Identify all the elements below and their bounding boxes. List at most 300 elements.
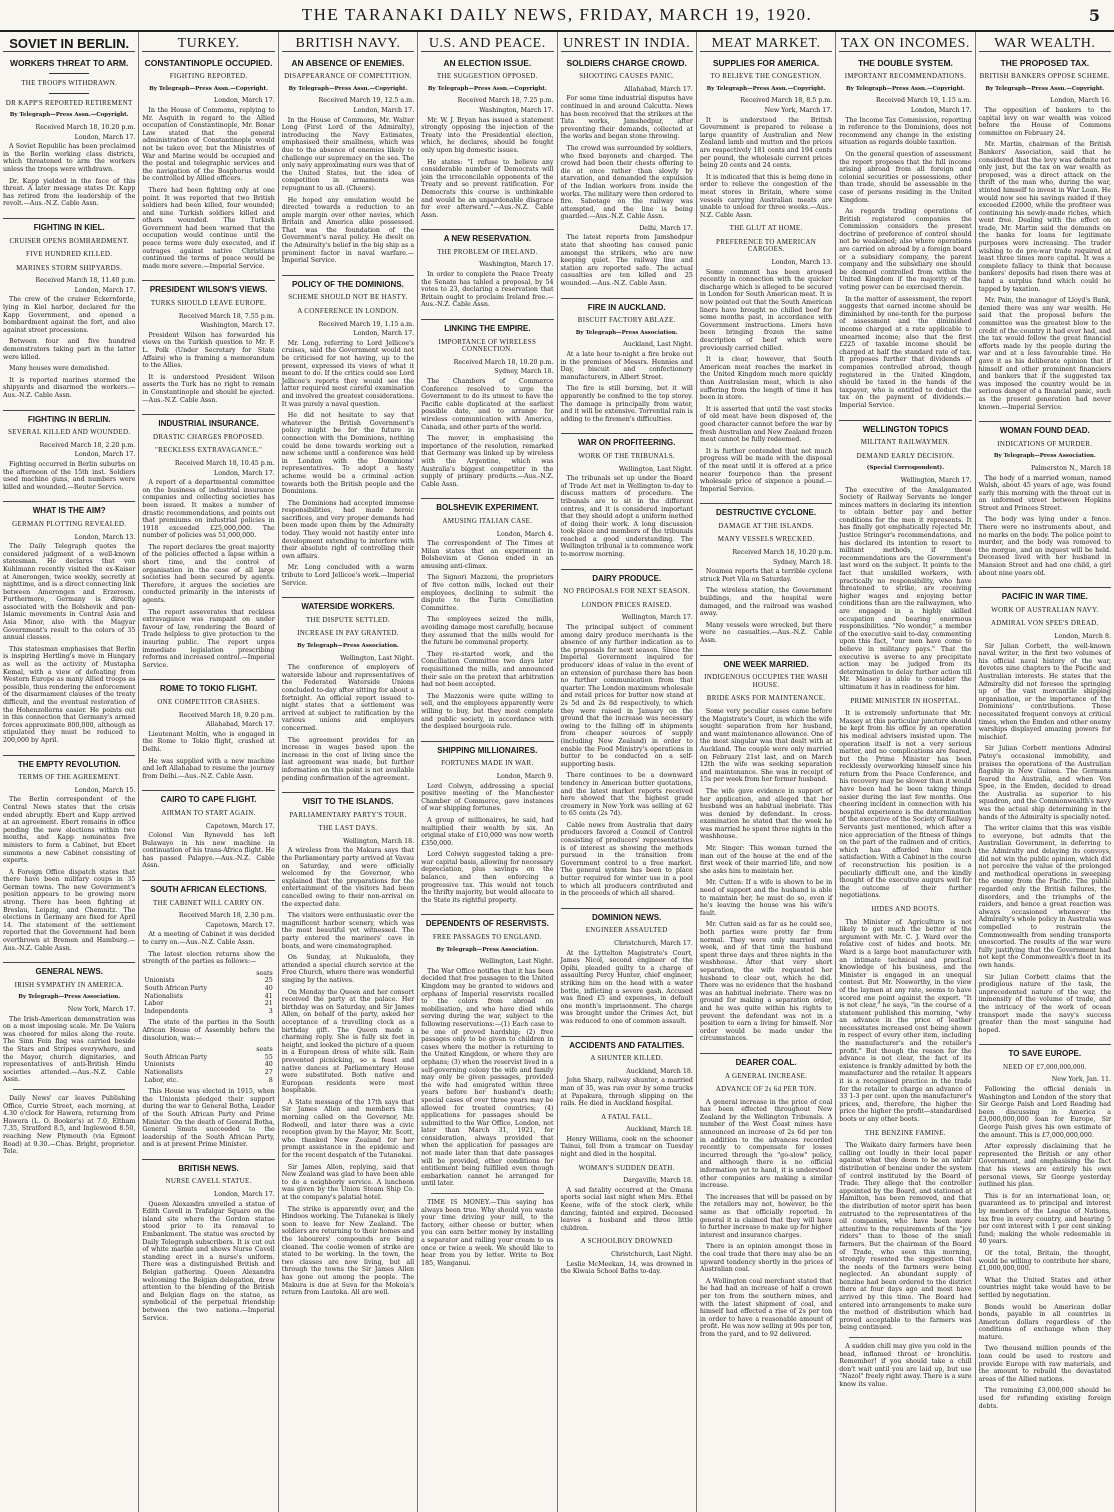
- subhead: WOMAN'S SUDDEN DEATH.: [578, 1163, 675, 1172]
- paragraph: The report declares the great majority of the policies effected a lapse within a short time, and the control of organisation in the case of all large societies had been secured by agents. Therefore, it argues the societies are conducted primarily in the interests of agents.: [142, 543, 275, 605]
- dateline: Allahabad, March 17.: [624, 85, 693, 93]
- subhead: A SCHOOLBOY DROWNED: [580, 1237, 673, 1246]
- dateline: Dargaville, March 18.: [623, 1177, 693, 1185]
- subhead: BRIDE ASKS FOR MAINTENANCE.: [706, 694, 826, 703]
- paragraph: The increases that will be passed on by the retailers may not, however, be the same as that officially reported. In general it is claimed that they will have to further increase to make up for higher interest and insurance charges.: [699, 1193, 833, 1239]
- subhead: ADMIRAL VON SPEE'S DREAD.: [991, 619, 1099, 628]
- table-row: Unionists 40: [144, 1061, 273, 1069]
- headline-us-and-peace: U.S. AND PEACE.: [421, 40, 553, 52]
- paragraph: The wireless station, the Government buildings, and the hospital were damaged, and the railroad was washed away.: [699, 587, 833, 618]
- subhead: MANY VESSELS WRECKED.: [717, 535, 815, 544]
- paragraph: Many houses were demolished.: [9, 365, 110, 373]
- headline-unrest-in-india: UNREST IN INDIA.: [561, 40, 693, 52]
- dateline: London, March 17.: [910, 106, 972, 114]
- dateline: Capetown, March 17.: [205, 921, 275, 929]
- paragraph: It is asserted that until the vast stocks of old meat have been disposed of, the good character cannot before the war by fresh Australian and New Zealand frozen meat cannot be fully redeemed.: [699, 405, 833, 444]
- dateline: London, March 16.: [1050, 97, 1111, 105]
- dateline: London, March 8.: [1054, 633, 1111, 640]
- subhead: INDICATIONS OF MURDER.: [997, 439, 1093, 448]
- table-row: Independents 3: [144, 1007, 273, 1015]
- paragraph: There is an opinion amongst those in the coal trade that there may also be an upward tendency shortly in the prices of Australian coal.: [699, 1243, 833, 1274]
- paragraph: The Chambers of Commerce Conference resolved to urge the Government to do its utmost to have the Pacific cable duplicated at the earliest possible date, and to arrange for wireless communication with America, Canada, and other parts of the world.: [421, 378, 554, 431]
- dateline: London, March 9.: [496, 772, 554, 780]
- subhead: FIGHTING REPORTED.: [169, 72, 248, 81]
- dateline: Washington, March 17.: [479, 106, 554, 114]
- subhead: CONSTANTINOPLE OCCUPIED.: [144, 57, 273, 68]
- paragraph: The opposition of bankers to the capital levy on war wealth was voiced before the House of Commons committee on February 24.: [978, 106, 1111, 137]
- paragraph: There had been fighting only at one point. It was reported that two British soldiers had been killed, four wounded; and nine Turkish soldiers killed and others wounded. The Turkish Government had been warned that the occupation would continue until the peace terms were duly executed, and if outrages against native Christians continued the terms of peace would be made more severe.—Imperial Service.: [142, 186, 275, 270]
- paragraph: As regards trading operations of British registered companies the Commission considers the present doctrine of preference of control should not be weakened; also where operations are carried on abroad by a foreign board or a subsidiary company, the parent company and the subsidiary one should be deemed controlled from within the United Kingdom if the majority of the voting power can be exercised therein.: [839, 208, 972, 292]
- advertisement: TIME IS MONEY.—This saying has always been true. Why should you waste your time driving your mill, to the factory, either cheese or butter, when you can earn better money by installing a separator and railing your cream to us once or twice a week. We should like to hear from you by letter. Write to Box 185, Wanganui.: [421, 1199, 554, 1267]
- section-heading: CAIRO TO CAPE FLIGHT.: [142, 790, 274, 804]
- credit-line: By Telegraph—Press Association.: [436, 946, 539, 953]
- subhead: THE PROBLEM OF IRELAND.: [437, 247, 538, 256]
- paragraph: Mr. Cutten said as far as he could see, both parties were pretty far from normal. They were only married one week, and of that time the husband spent three days and three nights in the washhouse. After that very short separation, the wife requested her husband to clear out, which he did. There was no evidence that the husband was an habitual inebriate. There was no ground for making a separation order, and he was quite within his rights to prevent the defendant was not in a position to earn a living for himself. Nor order would be made under the circumstances.: [699, 921, 833, 1043]
- section-heading: DEPENDENTS OF RESERVISTS.: [421, 914, 553, 928]
- paragraph: A group of millionaires, he said, had multiplied their wealth by six. An original stake of £10,000 was now worth £350,000.: [421, 816, 554, 847]
- subhead: HIDES AND BOOTS.: [871, 904, 940, 913]
- paragraph: On the general question of assessment the report proposes that the full income arising abroad from all foreign and colonial securities or possessions, other than trade, should be assessable in the case of persons residing in the United Kingdom.: [839, 150, 972, 204]
- dateline: London, March 17.: [353, 106, 415, 114]
- dateline: Christchurch, Last Night.: [611, 1251, 693, 1258]
- paragraph: At the Lyttelton Magistrate's Court, James Nicol, second engineer of the Opihi, pleaded guilty to a charge of assaulting Percy Hunter, chief engineer, striking him on the head with a water bottle, inflicting a severe gash. Accused was fined £5 and expenses, in default one month's imprisonment. The charge was brought under the Crimes Act, but was reduced to one of common assault.: [560, 949, 693, 1025]
- received-line: Received March 18, 10.45 p.m.: [174, 459, 275, 467]
- subhead: LONDON PRICES RAISED.: [581, 600, 672, 609]
- credit-line: By Telegraph—Press Assn.—Copyright.: [288, 85, 408, 92]
- paragraph: He was supplied with a new machine and left Allahabad to resume the journey from Delhi.—Aus.-N.Z. Cable Assn.: [142, 757, 275, 780]
- subhead: THE TROOPS WITHDRAWN.: [21, 79, 118, 88]
- section-heading: FIRE IN AUCKLAND.: [561, 298, 693, 312]
- subhead: TURKS SHOULD LEAVE EUROPE.: [150, 299, 267, 308]
- dateline: Auckland, March 18.: [626, 1126, 693, 1134]
- credit-line: By Telegraph—Press Association.: [296, 643, 399, 649]
- subhead: DR KAPP'S REPORTED RETIREMENT: [5, 98, 133, 107]
- received-line: Received March 18, 10.20 p.m.: [453, 358, 554, 366]
- subhead: PARLIAMENTARY PARTY'S TOUR.: [289, 810, 407, 819]
- dateline: Washington, March 17.: [479, 261, 554, 269]
- paragraph: Mr. Long concluded with a warm tribute to Lord Jellicoe's work.—Imperial Service.: [281, 564, 415, 587]
- paragraph: It is understood the British Government is prepared to release a large quantity of Australian and New Zealand lamb and mutton and the prices are respectively 181 cents and 194 cents per pound, the wholesale current prices being 20 cents and 24 cents.: [699, 116, 833, 170]
- dateline: Christchurch, March 17.: [614, 940, 693, 947]
- received-line: Received March 18, 11.40 p.m.: [35, 277, 136, 285]
- paragraph: The crowd was surrounded by soldiers, who fixed bayonets and charged. The crowd had been their chests offering to die at once rather than slowly by starvation, and demanded the expulsion of the Indian workers from inside the works. The military were then ordered to fire. Sabotage on the railway was attempted, and the line is being guarded.—Aus.-N.Z. Cable Assn.: [560, 144, 693, 221]
- paragraph: The crew of the cruiser Eckernforde, lying in Kiel harbor, declared for the Kapp Government, and opened a bombardment against the fort, and also against street processions.: [3, 296, 136, 334]
- subhead: FIVE HUNDRED KILLED.: [26, 250, 113, 259]
- paragraph: Some very peculiar cases came before the Magistrate's Court, in which the wife sought separation from her husband, and want maintenance allowance. One of the most singular was that dealt with at Auckland. The couple were only married on February 21st last, and on March 12th the wife was seeking separation and maintenance. She was in receipt of 15s per week from her former husband.: [699, 707, 833, 784]
- subhead: THE DISPUTE SETTLED.: [305, 615, 390, 624]
- columns: [0, 32, 1114, 1512]
- table-header-row: [142, 970, 274, 978]
- credit-line: By Telegraph—Press Assn.—Copyright.: [149, 85, 268, 92]
- paragraph: There continues to be a downward tendency in American butter quotations, and the latest market reports received here showed that the highest grade creamery in New York was selling at 62 to 65 cents (2s 7d).: [560, 772, 693, 818]
- credit-line: (Special Correspondent).: [866, 465, 945, 472]
- paragraph: In order to complete the Peace Treaty the Senate has tabled a proposal, by 54 votes to 23, declaring a reservation that Britain ought to proclaim Ireland free.—Aus.-N.Z. Cable Assn.: [421, 271, 554, 309]
- paragraph: The remaining £3,000,000 should be used for refunding existing foreign debts.: [978, 1387, 1111, 1410]
- section-heading: THE EMPTY REVOLUTION.: [3, 755, 135, 769]
- subhead: AN ELECTION ISSUE.: [443, 57, 532, 68]
- subhead: MILITANT RAILWAYMEN.: [860, 438, 951, 447]
- paragraph: Leslie McMeekan, 14, was drowned in the Kiwaia School Baths to-day.: [560, 1260, 693, 1276]
- paragraph: The principal subject of comment among dairy produce merchants is the absence of any further indication as to the proposals for next season. Since the Imperial Government inquired for producers' ideas of value in the event of an extension of purchase there has been no further communication from that quarter. The London maximum wholesale and retail prices for butter now stand at 2s 5d and 2s 8d respectively, to which they were raised in January on the ground that the increase was necessary owing to the falling off in shipments from cheaper sources of supply (including New Zealand) in order to enable the Food Ministry's operations in butter to be conducted on a self-supporting basis.: [560, 624, 693, 768]
- paragraph: The Daily Telegraph quotes the considered judgment of a well-known statesman. He declares that von Kuhlmann recently visited the ex-Kaiser at Amerongen, twice weekly, secretly at nighttime, and is a direct connecting link between Amerongen and Erzerosm. Furthermore, Germany is directly associated with the Bolshevik and pan-Islamic movements in Central Asia and Asia Minor, also with the Magyar Government's result to the colors of 35 annual classes.: [3, 543, 136, 642]
- paragraph: A report of a departmental committee on the business of industrial insurance companies and collecting societies has been issued. It makes a number of drastic recommendations, and points out that premiums on industrial policies in 1918 exceeded £25,000,000. The number of policies was 51,000,000.: [142, 479, 275, 540]
- section-heading: WELLINGTON TOPICS: [839, 420, 971, 434]
- paragraph: They re-started work, and the Conciliation Committee two days later requisitioned the mills, and announced their sale on the pretext that arbitration had not been accepted.: [421, 650, 554, 689]
- table-row: Nationalists 41: [144, 992, 273, 1000]
- paragraph: The body of a married woman, named Walsh, about 45 years of age, was found early this morning with the throat cut in an unformed street between Hopkins Street and Princes Street.: [978, 474, 1111, 512]
- received-line: Received March 19, 1.15 a.m.: [876, 97, 972, 105]
- dateline: Sydney, March 18.: [773, 558, 833, 566]
- paragraph: The employees seized the mills, avoiding damage most carefully, because they assumed that the mills would for the future be communal property.: [421, 616, 554, 647]
- subhead: TO RELIEVE THE CONGESTION.: [710, 72, 822, 81]
- advertisement: Daily News' car leaves Publishing Office, Currie Street, each morning, at 4.30 o'clock for Hawera, returning from Hawera (L. O. Booker's) at 7.0, Eltham 7.35, Stratford 8.5, and Inglewood 8.50, reaching New Plymouth (via Egmont Road) at 9.30.—Chas. Bright, proprietor. Tele.: [3, 1094, 136, 1156]
- paragraph: Noumea reports that a terrible cyclone struck Port Vila on Saturday.: [699, 568, 833, 583]
- dateline: Wellington, March 17.: [621, 614, 693, 622]
- paragraph: The body was lying under a fence. There were no instruments about, and no marks on the body. The police point to murder, and the body was removed to the morgue, and an inquest will be held. Deceased lived with her husband in Mansion Street and had one child, a girl about nine years old.: [978, 516, 1111, 577]
- dateline: London, March 17.: [74, 133, 136, 141]
- paragraph: It is indicated that this is being done in order to relieve the congestion of the meat stores in Britain, where some vessels carrying Australian meats are unable to unload for three weeks.—Aus.-N.Z. Cable Assn.: [699, 173, 833, 219]
- paragraph: The Income Tax Commission, reporting in reference to the Dominions, does not recommend any change in the existing situation as regards double taxation.: [839, 116, 972, 147]
- column-7: [836, 32, 975, 1512]
- paragraph: Many vessels were wrecked, but there were no casualties.—Aus.-N.Z. Cable Assn.: [699, 621, 833, 644]
- dateline: London, March 4.: [496, 530, 554, 538]
- subhead: SHOOTING CAUSES PANIC.: [579, 72, 675, 81]
- paragraph: Some comment has been aroused recently in connection with the quicker discharge which is alleged to be secured in London for South American meat. It is now pointed out that the South American liners have brought no chilled beef for some months past, in accordance with Government instructions. Liners have been bringing frozen the same description of beef which were previously carried chilled.: [699, 268, 833, 352]
- dateline: Delhi, March 17.: [639, 224, 693, 232]
- dateline: New York, March 17.: [764, 106, 833, 114]
- paragraph: The executive of the Amalgamated Society of Railway Servants no longer minces matters in declaring its intention to obtain better pay and better conditions for the men it represents. It has finally got emphatically rejected Mr. Justice Stringer's recommendations, and has declared its intention to resort to militant methods, if these recommendations are the Government's last word on the subject. It points to the fact that unskilled workers, with practically no responsibility, who have threatened to strike, are receiving higher wages and enjoying better conditions than are the railwaymen, who are engaged in a highly skilled occupation and bearing enormous responsibilities. "No wonder," a member of the executive said to-day, commenting upon this fact, "our men have come to believe in militancy pays." That the executive is averse to any precipitate action may be judged from its determination to delay further action till Mr. Massey is able to consider the ultimatum it has in readiness for him.: [839, 486, 972, 691]
- paragraph: The wife gave evidence in support of her application, and alleged that her husband was an habitual inebriate. This was denied by defendant. In cross-examination he stated that the week he was married he spent three nights in the washhouse.: [699, 787, 833, 841]
- paragraph: This statesman emphasises that Berlin is inspiring Hertling's move in Hungary as well as the activity of Mustapha Kemal, with a view of defeating from Western Europe as many Allied troops as possible, thus rendering the enforcement of the disarmament clauses of the treaty difficult, and the eventual restoration of the Hohenzollerns easier. He points out in this connection that Germany's armed forces approximate 800,000, although as stipulated they must be reduced to 200,000 by April.: [3, 645, 136, 744]
- headline-war-wealth: WAR WEALTH.: [979, 40, 1111, 52]
- paragraph: Mr. Pain, the manager of Lloyd's Bank, denied there was any war wealth. He said that the proposal before the committee was the greatest blow to the credit of the country it had ever had, and the tax would follow the great financial efforts made by the people during the war and at a less favourable time. He gave it as his deliberate opinion that if himself and other prominent financiers and bankers that if the suggested tax was imposed the country would be in serious danger of a financial panic, such as the present generation had never known.—Imperial Service.: [978, 297, 1111, 411]
- divider: [49, 93, 89, 94]
- column-1: [0, 32, 139, 1512]
- subhead: ONE COMPETITOR CRASHES.: [157, 697, 260, 706]
- subhead: WORKERS THREAT TO ARM.: [10, 57, 129, 68]
- subhead: NEED OF £7,000,000,000.: [1003, 1062, 1087, 1071]
- headline-soviet-in-berlin: SOVIET IN BERLIN.: [3, 40, 135, 52]
- subhead: IRISH SYMPATHY IN AMERICA.: [14, 980, 124, 989]
- subhead: THE DOUBLE SYSTEM.: [857, 57, 953, 68]
- paragraph: Mr. Martin, chairman of the British Bankers' Association, said that he considered that the levy was definite not only just, but the tax on war wealth as proposed, was a direct attack on the thrift of the man who, during the war, stinted himself to invest in War Loan. He would now see his savings raided if they exceeded £2000, while the profiteer was continuing his newly-made riches, which went free. Dealing with the effect on trade, Mr. Martin said the demands on the banks for loans for legitimate purposes were increasing. The trader wishing to do pre-war trade required at least three times more capital. It was a complete fallacy to think that because bankers' deposits had risen there was at hand a surplus fund which could be tapped by taxation.: [978, 141, 1111, 293]
- paragraph: Following the official denials in Washington and London of the story that Sir George Paish and Lord Reading had been discussing in America a £3,000,000,000 loan for Europe, Sir George Paish gives his own estimate of the amount. This is £7,000,000,000.: [978, 1086, 1111, 1139]
- section-heading: PRESIDENT WILSON'S VIEWS.: [142, 280, 274, 294]
- subhead: FREE PASSAGES TO ENGLAND.: [432, 933, 542, 942]
- subhead: SUPPLIES FOR AMERICA.: [712, 57, 820, 68]
- received-line: Received March 18, 10.20 p.m.: [732, 549, 833, 557]
- dateline: Wellington, March 18.: [343, 837, 415, 845]
- dateline: Wellington, Last Night.: [340, 654, 415, 662]
- subhead: INCREASE IN PAY GRANTED.: [297, 629, 399, 638]
- credit-line: By Telegraph—Press Assn.—Copyright.: [706, 85, 826, 92]
- section-heading: SOUTH AFRICAN ELECTIONS.: [142, 880, 274, 894]
- section-heading: WOMAN FOUND DEAD.: [979, 421, 1111, 435]
- dateline: Auckland, Last Night.: [623, 341, 693, 349]
- column-header: seats: [256, 1046, 273, 1054]
- section-heading: ONE WEEK MARRIED.: [700, 655, 832, 669]
- received-line: Received March 18, 8.5 p.m.: [740, 97, 833, 105]
- paragraph: What the United States and other countries might take would have to be settled by negotiation.: [978, 1276, 1111, 1299]
- paragraph: On Monday the Queen and her consort received the party at the palace. Her birthday was on Saturday, and Sir James Allen, on behalf of the party, asked her acceptance of a travelling clock as a birthday gift. The Queen made a charming reply. She is fully six feet in height, and looked the picture of a queen in a European dress of white silk. Rain prevented picnicking, so a feast and native dances at Parliamentary House were substituted. Both native and European residents were most hospitable.: [281, 988, 415, 1095]
- dateline: London, March 17.: [353, 330, 415, 338]
- subhead: THE PROPOSED TAX.: [1000, 57, 1090, 68]
- paragraph: Cable news from Australia that dairy producers favored a Council of Control consisting of producers' representatives is of interest as showing the methods pursued in the transition from Government control to a free market. The general system has been to place butter required for winter use in a pool to which all producers contributed and in the proceeds of which all shared.: [560, 821, 693, 898]
- paragraph: The latest election returns show the strength of the parties as follows:—: [142, 950, 275, 966]
- subhead: "RECKLESS EXTRAVAGANCE.": [154, 446, 263, 455]
- paragraph: A Wellington coal merchant stated that he had had an increase of half a crown per ton from the southern mines, and with the latest shipment of coal, and himself had effected a rise of 2s per ton in order to have a reasonable amount of profit. He was now selling at 90s per ton, from the yard, and to 92 delivered.: [699, 1277, 833, 1338]
- masthead: [0, 0, 1114, 32]
- credit-line: By Telegraph—Press Association.: [18, 994, 121, 1001]
- paragraph: Sir Julian Corbett mentions Admiral Patey's occasional immobility, and praises the operations of the Australian flagship in New Guinea. The Germans feared the Australia, and when Von Spee, in the Emden, decided to dread the Australia as superior to his squadron, and the Commonwealth's navy was the actual ship determining in the hands of the Admiralty is specially noted.: [978, 745, 1111, 821]
- dateline: Allahabad, March 17.: [205, 721, 275, 729]
- paragraph: Lord Colwyn suggested taking a pre-war capital basis, allowing for necessary depreciation, plus savings on the balance, and then enforcing a progressive tax. This would not touch the thrifty majority, but would allocate to the State its rightful property.: [421, 851, 554, 904]
- paragraph: After expressly disclaiming that he represented the British or any other Government, and emphasising the fact that his views are entirely his own personal views, Sir George yesterday outlined his plan.: [978, 1143, 1111, 1189]
- subhead: IMPORTANT RECOMMENDATIONS.: [844, 72, 967, 81]
- section-heading: BOLSHEVIK EXPERIMENT.: [421, 498, 553, 512]
- received-line: Received March 18, 2.30 p.m.: [178, 912, 275, 920]
- table-row: South African Party 40: [144, 985, 273, 992]
- dateline: Capetown, March 17.: [205, 822, 275, 830]
- paragraph: The Waikato dairy farmers have been calling out loudly in their local paper against what they deem to be an unfair distribution of benzine under the system of control instituted by the Board of Trade. They allege that the controller appointed by the Board, and stationed at Hamilton, has been removed, and that the distribution of motor spirit has been entrusted to the representatives of the oil companies, who have been more attentive to the requirements of the "joy riders" than to those of the small farmers. But the chairman of the Board of Trade, who seen this morning, strongly resented the suggestion that the needs of the farmers were being neglected. An abundant supply of benzine had been ordered to the district there at four days ago and most have arrived by this time. The Board had entered into arrangements to make sure the method of distribution which had proved acceptable to the farmers was being continued.: [839, 1142, 972, 1332]
- dateline: Wellington, March 17.: [900, 476, 972, 484]
- subhead: ADVANCE OF 2s 6d PER TON.: [715, 1085, 817, 1094]
- paragraph: A State message of the 17th says that Sir James Allen and members this morning called on the Governor, Mr. Rodwell, and later there was a civic reception given by the Mayor, Mr. Scott, who thanked New Zealand for her prompt assistance in the epidemic and for the recent despatch of the Tutanekai.: [281, 1098, 415, 1160]
- subhead: THE GLUT AT HOME.: [729, 224, 803, 233]
- section-heading: SHIPPING MILLIONAIRES.: [421, 741, 553, 755]
- paragraph: Dr. Kapp yielded in the face of this threat. A later message states Dr. Kapp has retired from the leadership of the revolt.—Aus.-N.Z. Cable Assn.: [3, 177, 136, 208]
- column-3: [279, 32, 418, 1512]
- table-header-row: [142, 1046, 274, 1054]
- credit-line: By Telegraph—Press Assn.—Copyright.: [985, 85, 1105, 92]
- dateline: Auckland, March 18.: [626, 1067, 693, 1075]
- headline-tax-on-incomes: TAX ON INCOMES.: [840, 36, 970, 51]
- paragraph: A Foreign Office dispatch states that there have been military coups in 35 German towns. The new Government's position appears to be growing more strong. There has been fighting at Breslau, Leipzig, and Chemnitz. The elections in Germany are fixed for April 14. The statement of the settlement reported that the Government had been overthrown at Bremen and Hamburg.—Aus.-N.Z. Cable Assn.: [3, 868, 136, 952]
- credit-line: By Telegraph—Press Assn.—Copyright.: [427, 85, 547, 92]
- paragraph: A general increase in the price of coal has been effected throughout New Zealand by the Wellington Tribunals. A number of the West Coast mines have announced an increase of 2s 6d per ton in addition to the advances recorded recently to compensate for losses incurred through the "go-slow" policy, and although there is no official information yet to hand, it is understood other companies are making a similar increase.: [699, 1098, 833, 1190]
- paragraph: The Dominions had accepted immense responsibilities, had made heroic sacrifices, and very proper demands had been made upon them by the Admiralty today. They would not hastily enter into development extending to interfere with their absolute right of controlling their own affairs.: [281, 499, 415, 560]
- column-6: [697, 32, 836, 1512]
- paragraph: At a meeting of Cabinet it was decided to carry on.—Aus.-N.Z. Cable Assn.: [142, 931, 275, 947]
- subhead: FORTUNES MADE IN WAR.: [441, 759, 534, 768]
- dateline: Wellington, Last Night.: [618, 465, 693, 473]
- credit-line: By Telegraph—Press Association.: [993, 453, 1096, 460]
- subhead: TERMS OF THE AGREEMENT.: [18, 773, 121, 782]
- subhead: WORK OF AUSTRALIAN NAVY.: [991, 605, 1099, 614]
- divider: [49, 73, 89, 74]
- received-line: Received March 19, 1.15 a.m.: [318, 320, 415, 328]
- subhead: THE CABINET WILL CARRY ON.: [153, 898, 265, 907]
- divider: [849, 1337, 961, 1338]
- received-line: Received March 18, 7.25 p.m.: [457, 97, 554, 105]
- paragraph: A Soviet Republic has been proclaimed in the Berlin working class districts, which threatened to arm the workers unless the troops were withdrawn.: [3, 143, 136, 173]
- page-number: 5: [1088, 6, 1100, 25]
- divider: [431, 1193, 543, 1194]
- paragraph: Queen Alexandra unveiled a statue of Edith Cavell in Trafalgar Square on the island site where the Gordon statue stood prior to its removal to Embankment. The statue was erected by Daily Telegraph subscribers. It is cut out of white marble and shows Nurse Cavell standing erect in a nurse's uniform. There was a distinguished British and Belgian gathering. Queen Alexandra welcoming the Belgian delegation, drew attention to the blending of the British and Belgian flags on the statue, as symbolical of the perpetual friendship between the two nations.—Imperial Service.: [142, 1200, 275, 1322]
- paragraph: It is further contended that not much progress will be made with the disposal of the meat until it is offered at a price nearer fourpence than the present wholesale price of sixpence a pound.—Imperial Service.: [699, 447, 833, 493]
- section-heading: BRITISH NEWS.: [142, 1159, 274, 1173]
- subhead: NURSE CAVELL STATUE.: [165, 1177, 252, 1186]
- subhead: SEVERAL KILLED AND WOUNDED.: [7, 428, 131, 437]
- paragraph: Lord Colwyn, addressing a special positive meeting of the Manchester Chamber of Commerce, gave instances of war shipping fortunes.: [421, 782, 554, 813]
- column-header: seats: [256, 969, 273, 977]
- section-heading: ACCIDENTS AND FATALITIES.: [561, 1036, 693, 1050]
- subhead: ENGINEER ASSAULTED: [585, 926, 668, 935]
- subhead: A CONFERENCE IN LONDON.: [297, 307, 399, 316]
- paragraph: He did not hesitate to say that whatever the British Government's policy might be for the future in connection with the Dominions, nothing could be done towards working out a new scheme until a conference was held in London with the Dominions' representatives. To adopt a hasty scheme would be a criminal action towards both the British people and the Dominions.: [281, 412, 415, 496]
- column-4: [418, 32, 557, 1512]
- received-line: Received March 18, 10.20 p.m.: [35, 123, 136, 131]
- paragraph: The agreement provides for an increase in wages based upon the increase in the cost of living since the last agreement was made, but further information on this point is not available pending confirmation of the agreement.: [281, 736, 415, 782]
- election-results-table: [142, 970, 274, 1016]
- subhead: DAMAGE AT THE ISLANDS.: [718, 521, 814, 530]
- subhead: SCHEME SHOULD NOT BE HASTY.: [288, 293, 408, 302]
- section-heading: PACIFIC IN WAR TIME.: [979, 587, 1111, 601]
- subhead: A SHUNTER KILLED.: [590, 1054, 663, 1063]
- paragraph: He states: "I refuse to believe any considerable number of Democrats will join the irreconcilable opponents of the Treaty and so prevent ratification. For Democrats this course is unthinkable and would be an unpardonable disgrace for ever afterward."—Aus.-N.Z. Cable Assn.: [421, 158, 554, 219]
- paragraph: President Wilson has forwarded his views on the Turkish question to Mr. F. L. Polk (Under Secretary for State Affairs) who is framing a memorandum to the Allies.: [142, 331, 275, 370]
- subhead: IMPORTANCE OF WIRELESS CONNECTION.: [438, 337, 537, 354]
- section-heading: WAR ON PROFITEERING.: [561, 433, 693, 447]
- paragraph: Mr. Singer: This woman turned the man out of the house at the end of the first week of their married life, and now she asks him to maintain her.: [699, 845, 833, 875]
- subhead: WORK OF THE TRIBUNALS.: [578, 451, 675, 460]
- paragraph: Henry Williams, cook on the schooner Tainui, fell from a tramcar on Tuesday night and died in the hospital.: [560, 1135, 693, 1159]
- subhead: NO PROPOSALS FOR NEXT SEASON.: [563, 587, 690, 596]
- paragraph: Lieutenant Moltin, who is engaged in the Rome to Tokio flight, crashed at Delhi.: [142, 730, 275, 753]
- section-heading: DEARER COAL.: [700, 1053, 832, 1067]
- paragraph: It is extremely unfortunate that Mr. Massey at this particular juncture should be kept from his office by an operation his medical advisers insisted upon. The operation itself is not a very serious matter, and no complications are feared, but the Prime Minister has been recklessly overworking himself since his return from the Peace Conference, and his recovery may be slower than it would have been had he been taking things easier during the last few months. One cheering incident in connection with his hospital experience is the determination of the executive of the Society of Railway Servants just mentioned, which after a nice appreciation of the fitness of things on the part of the railmen and of critics, which has afforded him much satisfaction. With a Cabinet in the course of reconstruction his position is a peculiarly difficult one, and the kindly thought of the executive augurs well for the outcome of their further negotiations.: [839, 710, 972, 900]
- section-heading: WATERSIDE WORKERS.: [282, 597, 414, 611]
- paragraph: In the matter of assessment, the report suggests that earned income should be diminished by one-tenth for the purpose of assessment and the diminished income charged at a rate applicable to unearned income; also that the first £225 of taxable income should be charged at half the standard rate of tax. It proposes further that dividends of companies controlled abroad, though registered in the United Kingdom, should be taxed in the hands of the taxpayer, who is entitled to deduct the tax on the payment of dividends.—Imperial Service.: [839, 295, 972, 409]
- paragraph: Mr. Cutten: If a wife is shown to be in need of support and the husband is able to maintain her, he must do so, even if he's leaving the house was his wife's fault.: [699, 879, 833, 917]
- paragraph: John Sharp, railway shunter, a married man of 35, was run over by some trucks at Papakura, through slipping on the rails. He died in Auckland hospital.: [560, 1077, 693, 1108]
- paragraph: The writer claims that this was visible to everyone, but admits that the Australian Government, in deferring to the Admiralty and delaying its convoys, did not win the public opinion, which did not perceive the value of the prolonged and methodical operations in sweeping the enemy from the Pacific. The public regarded only the British failures, the disorders, and the triumphs of the raiders, and hence a great reaction was always occasioned whenever the Admiralty's whole policy in Australia was compelled to restrain the Commonwealth from sending transports unescorted. The results of the war were fully justifying that the Government had not kept the Commonwealth's fleet in its own hands.: [978, 825, 1111, 969]
- column-8: [976, 32, 1114, 1512]
- subhead: MARINES STORM SHIPYARDS.: [16, 263, 123, 272]
- section-heading: A NEW RESERVATION.: [421, 229, 553, 243]
- paragraph: The Irish-American demonstration was on a most imposing scale. Mr. De Valera was cheered for miles along the route. The Sinn Fein flag was carried beside the Stars and Stripes everywhere, and the Mayor, church dignitaries, and representatives of anti-British Hindu societies attended.—Aus.-N.Z. Cable Assn.: [3, 1015, 136, 1084]
- table-row: Nationalists 27: [144, 1068, 273, 1076]
- paragraph: The mover, in emphasising the importance of the resolution, remarked that Germany was linked up by wireless with the Argentine, which was Australia's biggest competitor in the supply of primary products.—Aus.-N.Z. Cable Assn.: [421, 435, 554, 488]
- received-line: Received March 18, 9.20 p.m.: [178, 711, 275, 719]
- headline-british-navy: BRITISH NAVY.: [282, 40, 414, 52]
- received-line: Received March 18, 7.55 p.m.: [178, 312, 275, 320]
- section-heading: INDUSTRIAL INSURANCE.: [142, 414, 274, 428]
- received-line: Received March 19, 12.5 a.m.: [318, 97, 415, 105]
- subhead: GERMAN PLOTTING REVEALED.: [12, 519, 127, 528]
- paragraph: Of the total, Britain, the thought, would be willing to contribute her share, £1,000,000,000.: [978, 1249, 1111, 1273]
- subhead: AN ABSENCE OF ENEMIES.: [291, 57, 405, 68]
- paragraph: The visitors were enthusiastic over the magnificent harbor scenery, which was the most beautiful yet witnessed. The party entered the mariners' cave in boats, and were cinematographed.: [281, 912, 415, 950]
- dateline: London, March 17.: [214, 97, 275, 105]
- paragraph: On Sunday, at Nukualofa, they attended a special church service at the Free Church, where there was wonderful singing by the natives.: [281, 954, 415, 984]
- paragraph: The Minister of Agriculture is not likely to get much the better of the argument with Mr. C. J. Ward over the relative cost of hides and boots. Mr. Ward is a large boot manufacturer with an intimate technical and practical knowledge of his business, and the Minister is engaged in an unequal contest. But Mr. Nosworthy, in the view of the laymen at any rate, seems to have scored one point against the expert. "It is not clear," he says, "in the course of a statement published this morning, "why an advance in the price of leather necessitates increased cost being shown in respect of every other item, including the manufacturer's and the retailer's profit." But though the reason for the advance is not clear, the fact of its existence is frankly admitted by both the manufacturer and the retailer. It appears it is a recognised practice in the trade for the retailer to charge an advance of 33 1-3 per cent. upon the manufacturer's prices, and, therefore, the higher the price the higher the profit—standardised boots or any other boots.: [839, 918, 972, 1123]
- subhead: BRITISH BANKERS OPPOSE SCHEME.: [979, 72, 1110, 81]
- paragraph: The Signori Mazzoni, the proprietors of five cotton mills, locked out their employees, declining to submit the dispute to the Turin Conciliation Committee.: [421, 574, 554, 612]
- dateline: Sydney, March 18.: [494, 368, 554, 376]
- dateline: London, March 17.: [214, 469, 275, 477]
- subhead: A GENERAL INCREASE.: [724, 1071, 808, 1080]
- subhead: PREFERENCE TO AMERICAN CARGOES.: [716, 237, 817, 254]
- paragraph: He hoped any emulation would be directed towards a reduction to an ample margin over other navies, which Britain and America alike possessed. That was the foundation of the Government's naval policy. He dwelt on the Admiralty's belief in the big ship as a prominent factor in naval warfare.—Imperial Service.: [281, 196, 415, 265]
- paragraph: Mr. W. J. Bryan has issued a statement strongly opposing the injection of the Treaty into the Presidential election, which, he declares, should be fought only upon big domestic issues.: [421, 116, 554, 154]
- section-heading: DESTRUCTIVE CYCLONE.: [700, 503, 832, 517]
- paragraph: At a late hour to-night a fire broke out in the premises of Messrs. Hennies and Day, biscuit and confectionery manufacturers, in Albert Street.: [560, 351, 693, 381]
- dateline: London, March 17.: [74, 286, 136, 294]
- subhead: CRUISER OPENS BOMBARDMENT.: [9, 236, 129, 245]
- paragraph: It is understood President Wilson asserts the Turk has no right to remain in Constantinople and should be ejected.—Aus.-N.Z. Cable Assn.: [142, 373, 275, 404]
- subhead: INDIGENOUS OCCUPIES THE WASH HOUSE.: [704, 673, 828, 689]
- subhead: SOLDIERS CHARGE CROWD.: [566, 57, 687, 68]
- subhead: DEMAND EARLY DECISION.: [856, 451, 955, 460]
- column-2: [139, 32, 278, 1512]
- paragraph: Between four and five hundred demonstrators taking part in the latter were killed.: [3, 338, 136, 361]
- paragraph: In the House of Commons, Mr. Walter Long (First Lord of the Admiralty), introducing the Navy Estimates, emphasised their smallness, which was due to the absence of enemies likely to challenge our supremacy on the sea. The only navy approximating ours was that of the United States, but the idea of competition in armaments was repugnant to us all. (Cheers).: [281, 116, 415, 192]
- table-row: Labor 21: [144, 1000, 273, 1008]
- section-heading: FIGHTING IN KIEL.: [3, 218, 135, 232]
- dateline: Washington, March 17.: [200, 322, 275, 330]
- subhead: DISAPPEARANCE OF COMPETITION.: [284, 72, 412, 81]
- section-heading: DOMINION NEWS.: [561, 908, 693, 922]
- paragraph: The War Office notifies that it has been decided that free passages to the United Kingdom may be granted to widows and orphans of Imperial reservists recalled to the colors from abroad on mobilisation, and who have died while serving during the war, subject to the following reservations:—(1) Each case to be one of proved hardship; (2) free passages only to be given to children in cases where the mother is returning to the United Kingdom, or where they are orphans; (3) when the reservist lived in a self-governing colony the wife and family may only be given passages, provided the wife had emigrated within three years before her husband's death; special cases of over three years may be allowed for treated countries; (4) applications for passages should be submitted to the War Office, London, not later than March 31, 1921, for consideration, always provided that when the application for passages are not made later than that date passages will be provided, other conditions for entitlement being fulfilled even though embarkation cannot be arranged for until later.: [421, 967, 554, 1188]
- table-row: South African Party 55: [144, 1053, 273, 1061]
- section-heading: TO SAVE EUROPE.: [979, 1044, 1111, 1058]
- paragraph: The tribunals set up under the Board of Trade Act met in Wellington to-day to discuss matters of procedure. The tribunals are to sit in the different centres, and it is considered important that they should adopt a uniform method of doing their work. A long discussion took place and members of the tribunals reached a good understanding. The Wellington tribunal is to commence work to-morrow morning.: [560, 475, 693, 559]
- headline-turkey: TURKEY.: [142, 40, 274, 52]
- paragraph: The conference of employers of waterside labour and representatives of the Federated Waterside Unions concluded to-day after sitting for about a fortnight. An official report issued to-night states that a settlement was arrived at subject to ratification by the various unions and employers concerned.: [281, 664, 415, 732]
- dateline: Palmerston N., March 18: [1031, 464, 1111, 472]
- section-heading: ROME TO TOKIO FLIGHT.: [142, 679, 274, 693]
- paragraph: For some time industrial disputes have continued in and around Calcutta. News has been received that the strikers at the Tata works, Jamshedpur, after preventing their demands, collected at the works and began stone throwing.: [560, 95, 693, 141]
- received-line: Received March 18, 2.20 p.m.: [39, 441, 136, 449]
- column-5: [558, 32, 697, 1512]
- subhead: A FATAL FALL.: [601, 1112, 653, 1121]
- paragraph: It is reported marines stormed the shipyards and disarmed the workers.—Aus.-N.Z. Cable Assn.: [3, 376, 136, 399]
- subhead: AMUSING ITALIAN CASE.: [442, 516, 533, 525]
- subhead: BISCUIT FACTORY ABLAZE.: [577, 316, 676, 325]
- previous-parties-table: [142, 1046, 274, 1084]
- dateline: London, March 17.: [214, 1191, 275, 1199]
- credit-line: By Telegraph—Press Assn.—Copyright.: [9, 112, 129, 119]
- paragraph: It is clear, however, that South American meat reaches the market in the United Kingdom much more quickly than Australasian meat, which is also suffering from the length of time it has been in store.: [699, 356, 833, 402]
- dateline: New York, Jan. 11.: [1051, 1076, 1111, 1084]
- subhead: AIRMAN TO START AGAIN.: [161, 808, 256, 817]
- credit-line: By Telegraph—Press Association.: [575, 329, 678, 336]
- masthead-title: THE TARANAKI DAILY NEWS, FRIDAY, MARCH 19, 1920.: [301, 5, 813, 24]
- paragraph: This is for an international loan, or, guaranteed as to principal and interest by members of the League of Nations, tax free in every country, and bearing 5 per cent interest with 1 per cent sinking fund; making the whole redeemable in 40 years.: [978, 1192, 1111, 1246]
- paragraph: The latest reports from Jamshedpur state that shooting has caused panic amongst the strikers, who are now keeping quiet. The railway line and station are reported safe. The actual casualties are ten killed and 25 wounded.—Aus.-N.Z. Cable Assn.: [560, 234, 693, 288]
- paragraph: The Berlin correspondent of the Central News states that the crisis ended abruptly. Ebert and Kapp arrived at an agreement. Ebert remains in office pending the new elections within two months, and Kapp nominates five ministers to form a Cabinet, but Ebert summons a new Cabinet consisting of experts.: [3, 796, 136, 865]
- dateline: Wellington, Last Night.: [479, 958, 554, 966]
- section-heading: DAIRY PRODUCE.: [561, 569, 693, 583]
- paragraph: A wireless from the Makura says that the Parliamentary party arrived at Vavau on Saturday, and were officially welcomed by the Governor, who explained that the preparations for the entertainment of the visitors had been cancelled owing to their non-arrival on the expected date.: [281, 847, 415, 908]
- section-heading: VISIT TO THE ISLANDS.: [282, 792, 414, 806]
- table-row: Unionists 25: [144, 977, 273, 985]
- advertisement: A sudden chill may give you cold in the head, inflamed throat or bronchitis. Remember! if you should take a chill don't wait until you are laid up, but use "Nazol" freely right away. There is a sure know its value.: [839, 1343, 972, 1388]
- subhead: THE BENZINE FAMINE.: [865, 1128, 946, 1137]
- section-heading: WHAT IS THE AIM?: [3, 501, 135, 515]
- dateline: London, March 17.: [74, 451, 136, 459]
- subhead: PRIME MINISTER IN HOSPITAL.: [850, 696, 961, 705]
- dateline: London, March 15.: [74, 786, 136, 794]
- dateline: London, March 13.: [771, 259, 833, 267]
- paragraph: Colonel Van Ryneveld has left Bulawayo in his new machine in continuation of his trans-Africa flight. He has passed Palapye.—Aus.-N.Z. Cable Assn.: [142, 832, 275, 870]
- paragraph: The Mazzonis were quite willing to sell, and the employees apparently were willing to buy, but they most complete and public society, in accordance with the despised bourgeois rule.: [421, 692, 554, 731]
- paragraph: The fire is still burning, but it will apparently be confined to the top storey. The damage is principally from water, and it will be extensive. Torrential rain is adding to the firemen's difficulties.: [560, 385, 693, 423]
- subhead: THE LAST DAYS.: [318, 824, 378, 833]
- paragraph: The correspondent of The Times at Milan states that an experiment in Bolshevism at Genoa ended in an amusing anti-climax.: [421, 540, 554, 570]
- dateline: New York, March 17.: [67, 1006, 136, 1013]
